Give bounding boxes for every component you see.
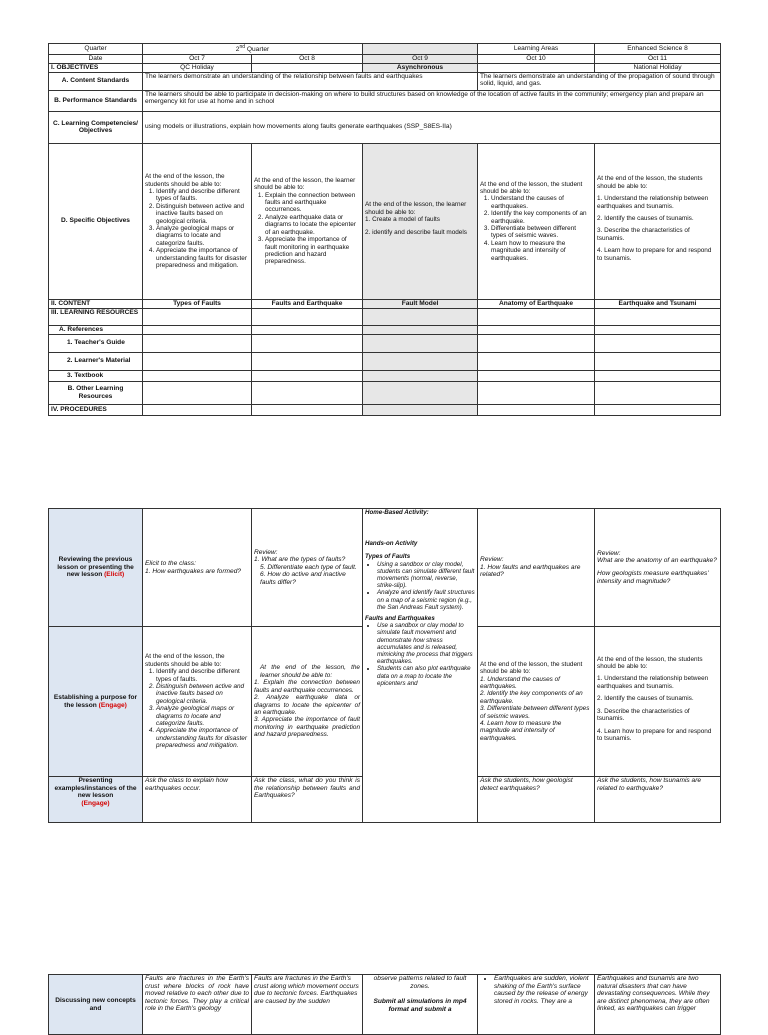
establishing-oct8: At the end of the lesson, the learner should be able to: 1. Explain the connection between faults and earthquake occurrences. 2. Analyze earthquake data or diagrams to locate the epicenter of an earthquake. 3. Appreciate the importance of fault monitoring in earthquake prediction and hazard preparedness. bbox=[252, 627, 363, 777]
discussing-oct10: • Earthquakes are sudden, violent shaking of the Earth's surface caused by the release of energy stored in rocks. They are a bbox=[478, 975, 595, 1035]
date-oct9: Oct 9 bbox=[363, 54, 478, 63]
date-label: Date bbox=[49, 54, 143, 63]
topic-oct7: Types of Faults bbox=[143, 299, 252, 308]
specific-objectives-oct9: At the end of the lesson, the learner should be able to: 1. Create a model of faults 2. identify and describe fault models bbox=[363, 143, 478, 299]
presenting-label: Presenting examples/instances of the new lesson (Engage) bbox=[49, 777, 143, 823]
presenting-oct7: Ask the class to explain how earthquakes occur. bbox=[143, 777, 252, 823]
reviewing-label: Reviewing the previous lesson or presenting the new lesson (Elicit) bbox=[49, 509, 143, 627]
topic-oct9: Fault Model bbox=[363, 299, 478, 308]
subject-value: Enhanced Science 8 bbox=[595, 44, 721, 55]
reviewing-oct8: Review: 1. What are the types of faults? 5. Differentiate each type of fault. 6. How do active and inactive faults differ? bbox=[252, 509, 363, 627]
other-resources-label: B. Other Learning Resources bbox=[49, 381, 143, 404]
learning-areas-label: Learning Areas bbox=[478, 44, 595, 55]
content-standards-text: The learners demonstrate an understanding of the relationship between faults and earthquakes bbox=[143, 72, 478, 90]
procedures-section-label: IV. PROCEDURES bbox=[49, 404, 143, 415]
specific-objectives-label: D. Specific Objectives bbox=[49, 143, 143, 299]
quarter-label: Quarter bbox=[49, 44, 143, 55]
competencies-label: C. Learning Competencies/ Objectives bbox=[49, 111, 143, 143]
discussing-oct7: Faults are fractures in the Earth's crust where blocks of rock have moved relative to each other due to tectonic forces. They play a critical role in the Earth's geology bbox=[143, 975, 252, 1035]
discussing-oct8: Faults are fractures in the Earth's crust along which movement occurs due to tectonic forces. Earthquakes are caused by the sudden bbox=[252, 975, 363, 1035]
specific-objectives-oct11: At the end of the lesson, the students should be able to: 1. Understand the relationship between earthquakes and tsunamis. 2. Identify the causes of tsunamis. 3. Describe the characteristics of tsunamis. 4. Learn how to prepare for and respond to tsunamis. bbox=[595, 143, 721, 299]
performance-standards-label: B. Performance Standards bbox=[49, 90, 143, 111]
quarter-blank bbox=[363, 44, 478, 55]
content-standards-label: A. Content Standards bbox=[49, 72, 143, 90]
note-oct11: National Holiday bbox=[595, 63, 721, 72]
establishing-oct10: At the end of the lesson, the student should be able to: 1. Understand the causes of earthquakes. 2. Identify the key components of an earthquake. 3. Differentiate between different types of seismic waves. 4. Learn how to measure the magnitude and intensity of earthquakes. bbox=[478, 627, 595, 777]
reviewing-oct7: Elicit to the class: 1. How earthquakes are formed? bbox=[143, 509, 252, 627]
topic-oct8: Faults and Earthquake bbox=[252, 299, 363, 308]
resources-section-label: III. LEARNING RESOURCES bbox=[49, 308, 143, 325]
note-oct10 bbox=[478, 63, 595, 72]
procedures-table bbox=[48, 508, 721, 823]
home-based-activity: Home-Based Activity: Hands-on Activity Types of Faults • Using a sandbox or clay model, students can simulate different fault movements (normal, reverse, strike-slip). • Analyze and identify fault structures on a map of a seismic region (e.g., the San Andreas Fault system). Faults and Earthquakes • Use a sandbox or clay model to simulate fault movement and demonstrate how stress accumulates and is released, mimicking the process that triggers earthquakes. • Students can also plot earthquake data on a map to locate the epicenters and bbox=[363, 509, 478, 823]
content-section-label: II. CONTENT bbox=[49, 299, 143, 308]
content-standards-sound: The learners demonstrate an understanding of the propagation of sound through solid, liquid, and gas. bbox=[478, 72, 721, 90]
date-oct10: Oct 10 bbox=[478, 54, 595, 63]
references-label: A. References bbox=[49, 325, 143, 334]
objectives-section-label: I. OBJECTIVES bbox=[49, 63, 143, 72]
presenting-oct10: Ask the students, how geologist detect earthquakes? bbox=[478, 777, 595, 823]
note-oct7: QC Holiday bbox=[143, 63, 252, 72]
reviewing-oct11: Review: What are the anatomy of an earthquake? How geologists measure earthquakes' intensity and magnitude? bbox=[595, 509, 721, 627]
establishing-oct11: At the end of the lesson, the students should be able to: 1. Understand the relationship between earthquakes and tsunamis. 2. Identify the causes of tsunamis. 3. Describe the characteristics of tsunamis. 4. Learn how to prepare for and respond to tsunamis. bbox=[595, 627, 721, 777]
discussing-oct9: observe patterns related to fault zones. Submit all simulations in mp4 format and submit a bbox=[363, 975, 478, 1035]
specific-objectives-oct10: At the end of the lesson, the student should be able to: 1. Understand the causes of earthquakes. 2. Identify the key components of an earthquake. 3. Differentiate between different types of seismic waves. 4. Learn how to measure the magnitude and intensity of earthquakes. bbox=[478, 143, 595, 299]
establishing-oct7: At the end of the lesson, the students should be able to: 1. Identify and describe different types of faults. 2. Distinguish between active and inactive faults based on geological criteria. 3. Analyze geological maps or diagrams to locate and categorize faults. 4. Appreciate the importance of understanding faults for disaster preparedness and mitigation. bbox=[143, 627, 252, 777]
note-oct8 bbox=[252, 63, 363, 72]
discussing-table bbox=[48, 974, 721, 1035]
topic-oct10: Anatomy of Earthquake bbox=[478, 299, 595, 308]
teachers-guide-label: 1. Teacher's Guide bbox=[49, 334, 143, 352]
performance-standards-text: The learners should be able to participate in decision-making on where to build structures based on knowledge of the location of active faults in the community; emergency plan and prepare an emergency kit for use at home and in school bbox=[143, 90, 721, 111]
presenting-oct8: Ask the class, what do you think is the relationship between faults and Earthquakes? bbox=[252, 777, 363, 823]
reviewing-oct10: Review: 1. How faults and earthquakes are related? bbox=[478, 509, 595, 627]
discussing-label: Discussing new concepts and bbox=[49, 975, 143, 1035]
textbook-label: 3. Textbook bbox=[49, 370, 143, 381]
specific-objectives-oct8: At the end of the lesson, the learner should be able to: 1. Explain the connection between faults and earthquake occurrences. 2. Analyze earthquake data or diagrams to locate the epicenter of an earthquake. 3. Appreciate the importance of fault monitoring in earthquake prediction and hazard preparedness. bbox=[252, 143, 363, 299]
specific-objectives-oct7: At the end of the lesson, the students should be able to: 1. Identify and describe different types of faults. 2. Distinguish between active and inactive faults based on geological criteria. 3. Analyze geological maps or diagrams to locate and categorize faults. 4. Appreciate the importance of understanding faults for disaster preparedness and mitigation. bbox=[143, 143, 252, 299]
topic-oct11: Earthquake and Tsunami bbox=[595, 299, 721, 308]
establishing-label: Establishing a purpose for the lesson (Engage) bbox=[49, 627, 143, 777]
learners-material-label: 2. Learner's Material bbox=[49, 352, 143, 370]
competencies-text: using models or illustrations, explain how movements along faults generate earthquakes (SSP_S8ES-IIa) bbox=[143, 111, 721, 143]
presenting-oct11: Ask the students, how tsunamis are related to earthquake? bbox=[595, 777, 721, 823]
date-oct7: Oct 7 bbox=[143, 54, 252, 63]
lesson-plan-header-table bbox=[48, 43, 721, 416]
quarter-value: 2nd Quarter bbox=[143, 44, 363, 55]
date-oct8: Oct 8 bbox=[252, 54, 363, 63]
discussing-oct11: Earthquakes and tsunamis are two natural disasters that can have devastating consequences. While they are distinct phenomena, they are often linked, as earthquakes can trigger bbox=[595, 975, 721, 1035]
note-oct9: Asynchronous bbox=[363, 63, 478, 72]
date-oct11: Oct 11 bbox=[595, 54, 721, 63]
